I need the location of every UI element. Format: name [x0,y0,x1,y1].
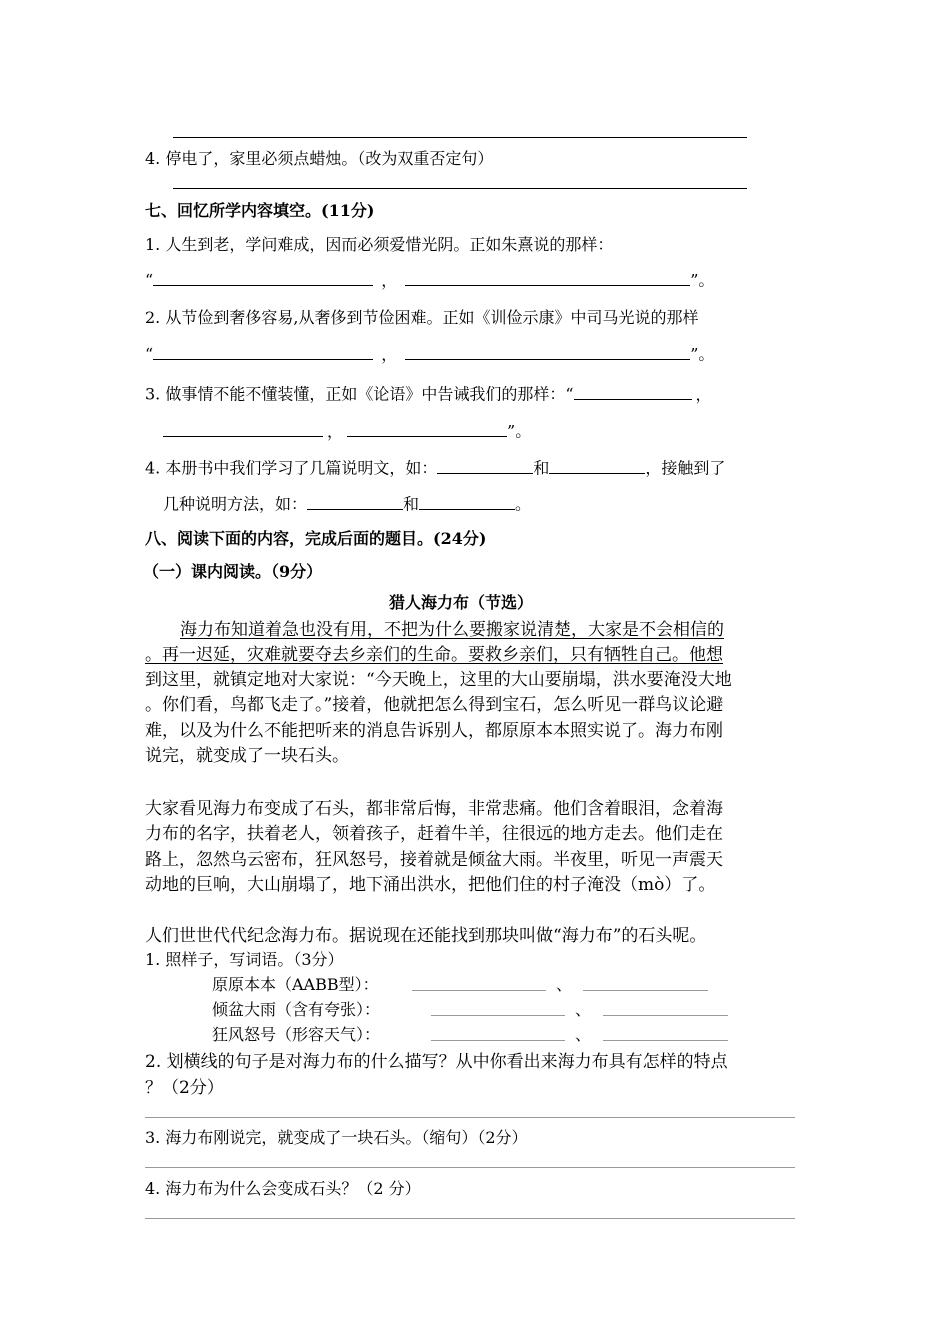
answer-line[interactable] [145,1167,795,1168]
answer-line[interactable] [431,1040,565,1041]
s8-question-1: 1. 照样子，写词语。（3分） [145,950,344,969]
comma: ， [695,384,712,404]
s8-question-3: 3. 海力布刚说完，就变成了一块石头。（缩句）（2分） [145,1128,528,1147]
answer-line[interactable] [583,990,708,991]
and-word: 和 [533,458,550,478]
answer-line[interactable] [173,188,747,189]
close-quote: ”。 [690,344,715,364]
underlined-sentence: 海力布知道着急也没有用，不把为什么要搬家说清楚，大家是不会相信的 [180,620,724,640]
s7-question-2: 2. 从节俭到奢侈容易,从奢侈到节俭困难。正如《训俭示康》中司马光说的那样 [145,308,699,327]
fill-blank[interactable] [419,491,515,510]
passage-p2-line4: 动地的巨响，大山崩塌了，地下涌出洪水，把他们住的村子淹没（mò）了。 [145,875,716,895]
underlined-sentence: 。再一迟延，灾难就要夺去乡亲们的生命。要救乡亲们，只有牺牲自己。他想 [145,645,723,665]
passage-p2-line3: 路上，忽然乌云密布，狂风怒号，接着就是倾盆大雨。半夜里，听见一声震天 [145,850,723,870]
passage-p2-line1: 大家看见海力布变成了石头，都非常后悔，非常悲痛。他们含着眼泪，念着海 [145,799,723,819]
passage-p1-line6: 说完，就变成了一块石头。 [145,746,349,766]
fill-blank[interactable] [437,455,533,474]
answer-line[interactable] [412,990,546,991]
close-quote: ”。 [507,421,532,441]
comma: ， [327,421,344,441]
s7-q3-text: 3. 做事情不能不懂装懂，正如《论语》中告诫我们的那样：“ [145,384,574,404]
close-quote: ”。 [690,270,715,290]
answer-line[interactable] [603,1040,728,1041]
s7-q3-answer-row [163,418,531,442]
s7-q4-text-2: ，接触到了 [645,458,726,478]
fill-blank[interactable] [405,267,690,286]
question-4-top: 4. 停电了，家里必须点蜡烛。（改为双重否定句） [145,149,494,168]
fill-blank[interactable] [153,341,373,360]
separator: 、 [575,1025,592,1044]
answer-line[interactable] [173,137,747,138]
section-8-title: 八、阅读下面的内容，完成后面的题目。(24分) [145,529,487,548]
s8-q1-item-1: 原原本本（AABB型）： [212,975,379,994]
answer-line[interactable] [145,1117,795,1118]
s7-q1-answer-row [145,267,714,291]
passage-p1-line1 [180,615,724,640]
passage-p3: 人们世世代代纪念海力布。据说现在还能找到那块叫做“海力布”的石头呢。 [145,926,707,946]
fill-blank[interactable] [307,491,403,510]
answer-line[interactable] [145,1218,795,1219]
and-word: 和 [403,494,420,514]
s8-q1-item-2: 倾盆大雨（含有夸张）： [212,1000,381,1019]
s8-question-2-line1: 2. 划横线的句子是对海力布的什么描写？从中你看出来海力布具有怎样的特点 [145,1052,728,1072]
fill-blank[interactable] [153,267,373,286]
s7-q2-answer-row [145,341,714,365]
s7-question-3 [145,381,712,405]
s8-q1-item-3: 狂风怒号（形容天气）： [212,1025,381,1044]
s7-question-1: 1. 人生到老，学问难成，因而必须爱惜光阴。正如朱熹说的那样： [145,235,614,254]
fill-blank[interactable] [163,418,323,437]
separator: 、 [556,975,573,994]
s8-question-2-line2: ？（2分） [145,1078,224,1098]
s8-question-4: 4. 海力布为什么会变成石头？（2 分） [145,1179,421,1198]
s7-question-4 [145,455,725,479]
separator: 、 [575,1000,592,1019]
answer-line[interactable] [603,1015,728,1016]
fill-blank[interactable] [405,341,690,360]
subsection-1-title: （一）课内阅读。（9分） [143,562,323,581]
passage-title: 猎人海力布（节选） [389,593,534,612]
section-7-title: 七、回忆所学内容填空。(11分) [145,201,375,220]
period: 。 [515,494,532,514]
fill-blank[interactable] [574,381,692,400]
s7-q4-text: 4. 本册书中我们学习了几篇说明文，如： [145,458,438,478]
passage-p2-line2: 力布的名字，扶着老人，领着孩子，赶着牛羊，往很远的地方走去。他们走在 [145,824,723,844]
open-quote: “ [145,270,154,290]
passage-p1-line2 [145,640,723,665]
s7-question-4-cont [163,491,531,515]
passage-p1-line3: 到这里，就镇定地对大家说：“今天晚上，这里的大山要崩塌，洪水要淹没大地 [145,670,732,690]
passage-p1-line5: 难，以及为什么不能把听来的消息告诉别人，都原原本本照实说了。海力布刚 [145,721,723,741]
answer-line[interactable] [431,1015,565,1016]
fill-blank[interactable] [347,418,507,437]
s7-q4-text-3: 几种说明方法，如： [163,494,308,514]
comma: ， [381,270,398,290]
passage-p1-line4: 。你们看，鸟都飞走了。”接着，他就把怎么得到宝石，怎么听见一群鸟议论避 [145,695,724,715]
comma: ， [381,344,398,364]
fill-blank[interactable] [549,455,645,474]
open-quote: “ [145,344,154,364]
